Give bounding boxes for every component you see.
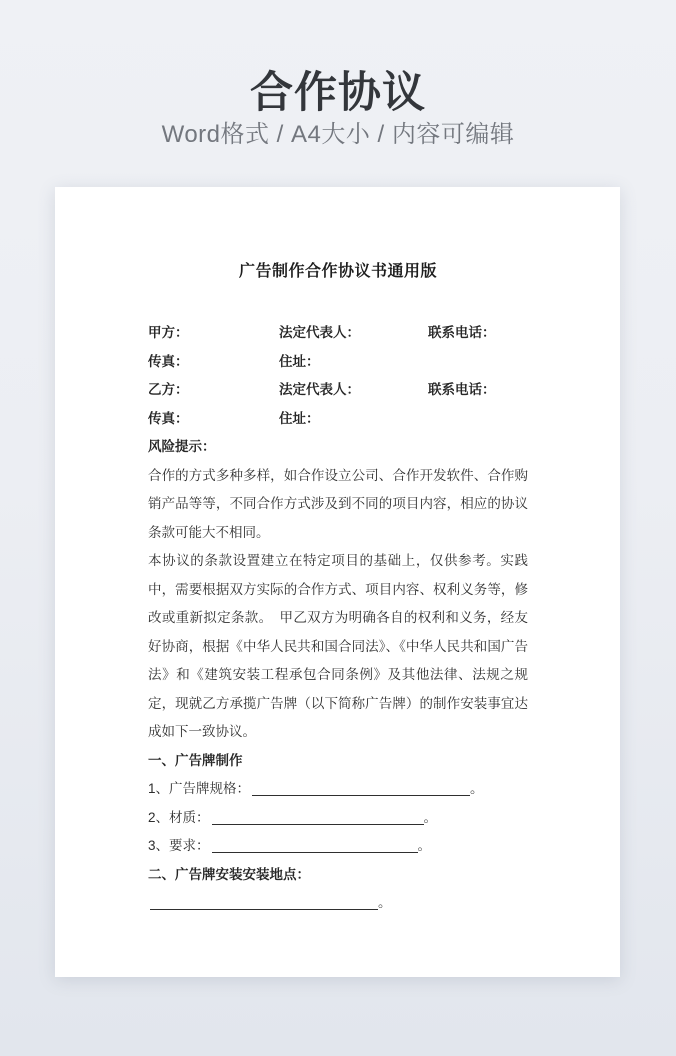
item-label: 3、要求： xyxy=(148,838,210,853)
banner xyxy=(0,0,676,150)
item-label: 2、材质： xyxy=(148,809,210,825)
paragraph-cooperation-types: 合作的方式多种多样，如合作设立公司、合作开发软件、合作购销产品等等，不同合作方式涉及到不同的项目内容，相应的协议条款可能大不相同。 xyxy=(148,467,528,540)
phone-label: 联系电话： xyxy=(428,325,496,340)
fill-in-blank xyxy=(150,897,378,910)
section-two-heading xyxy=(148,861,528,918)
item-label: 1、广告牌规格： xyxy=(148,781,251,796)
section-two-suffix: 。 xyxy=(378,895,392,910)
party-b-label: 乙方： xyxy=(148,382,189,397)
item-suffix: 。 xyxy=(417,838,432,853)
section-one-heading: 一、广告牌制作 xyxy=(148,752,243,768)
party-a-label: 甲方： xyxy=(148,325,189,340)
item-suffix: 。 xyxy=(470,781,484,796)
fill-in-blank xyxy=(212,840,418,853)
fill-in-blank xyxy=(212,812,424,825)
phone-label: 联系电话： xyxy=(428,382,496,397)
item-material xyxy=(148,804,528,833)
paragraph-agreement-basis: 本协议的条款设置建立在特定项目的基础上，仅供参考。实践中，需要根据双方实际的合作方式、项目内容、权利义务等，修改或重新拟定条款。 甲乙双方为明确各自的权利和义务，经友好协商，根据《中华人民共和国合同法》、《中华人民共和国广告法》和《建筑安装工程承包合同条例》及其他法律、法规之规定，现就乙方承揽广告牌（以下简称广告牌）的制作安装事宜达成如下一致协议。 xyxy=(148,553,528,739)
legal-rep-label: 法定代表人： xyxy=(279,382,360,397)
document-title: 广告制作合作协议书通用版 xyxy=(238,263,437,280)
item-requirements xyxy=(148,832,528,861)
risk-notice-label: 风险提示： xyxy=(148,439,216,454)
address-label: 住址： xyxy=(279,353,320,369)
empty-cell xyxy=(428,348,528,377)
item-billboard-spec xyxy=(148,775,528,804)
document-page xyxy=(55,187,620,977)
empty-cell xyxy=(428,405,528,434)
address-label: 住址： xyxy=(279,410,320,426)
banner-subtitle: Word格式 / A4大小 / 内容可编辑 xyxy=(161,121,515,148)
banner-title: 合作协议 xyxy=(250,69,426,117)
party-info-table xyxy=(148,319,528,433)
item-suffix: 。 xyxy=(423,809,438,825)
legal-rep-label: 法定代表人： xyxy=(279,325,360,340)
fill-in-blank xyxy=(252,783,470,796)
fax-label: 传真： xyxy=(148,353,189,369)
fax-label: 传真： xyxy=(148,410,189,426)
section-two-label: 二、广告牌安装安装地点： xyxy=(148,866,310,882)
